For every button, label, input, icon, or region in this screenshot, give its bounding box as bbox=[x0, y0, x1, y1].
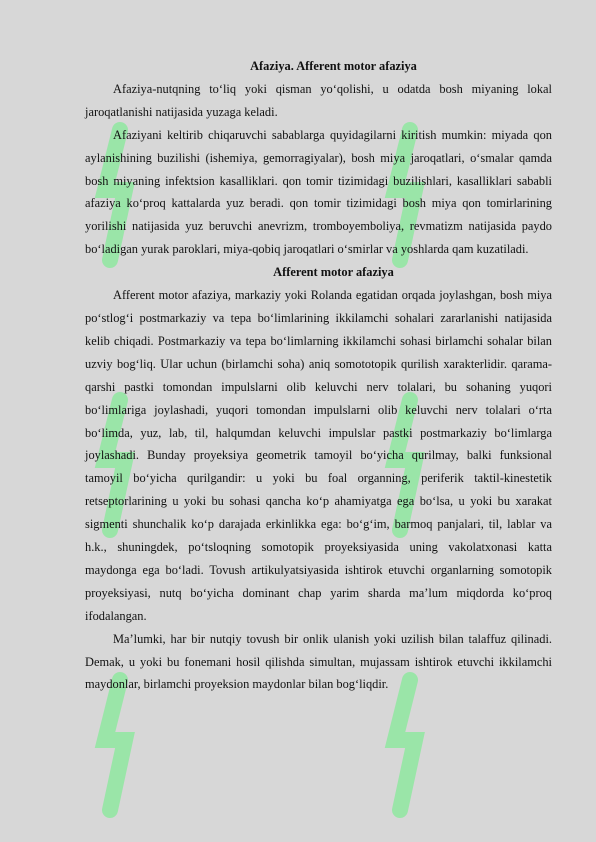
paragraph: Afferent motor afaziya, markaziy yoki Rolanda egatidan orqada joylashgan, bosh miya po‘stlog‘i postmarkaziy va tepa bo‘limlarining ikkilamchi sohalari zararlanishi natijasida kelib chiqadi. Postmarkaziy va tepa bo‘limlarning ikkilamchi sohasi birlamchi sohalar bilan uzviy bog‘liq. Ular uchun (birlamchi soha) aniq somototopik qurilish xarakterlidir. qarama-qarshi pastki tomondan impulslarni olib keluvchi nerv tolalari, bu sohaning yuqori bo‘limlariga joylashadi, yuqori tomondan impulslarni olib keluvchi nerv tolalari o‘rta bo‘limda, yuz, lab, til, halqumdan keluvchi impulslar pastki postmarkaziy bo‘limlarga joylashadi. Bunday proyeksiya geometrik tamoyil bo‘yicha qurilmay, balki funksional tamoyil bo‘yicha qurilgandir: u yoki bu foal organning, periferik taktil-kinestetik retseptorlarining u yoki bu sohasi qancha ko‘p ahamiyatga ega bo‘lsa, u yoki bu xarakat sigmenti shunchalik ko‘p darajada erkinlikka ega: bo‘g‘im, barmoq panjalari, til, lablar va h.k., shuningdek, po‘tsloqning somotopik proyeksiyasida uning vakolatxonasi katta maydonga ega bo‘ladi. Tovush artikulyatsiyasida ishtirok etuvchi organlarning somotopik proyeksiyasi, nutq bo‘yicha dominant chap yarim sharda ma’lum miqdorda ko‘proq ifodalangan. bbox=[85, 288, 552, 623]
section-subtitle: Afferent motor afaziya bbox=[273, 265, 394, 280]
paragraph: Afaziyani keltirib chiqaruvchi sabablarga quyidagilarni kiritish mumkin: miyada qon aylanishining buzilishi (ishemiya, gemorragiyalar), bosh miya jaroqatlari, o‘smalar qamda bosh miyaning infektsion kasalliklari. qon tomir tizimidagi buzilishlari, kasalliklari sababli afaziya ko‘proq kattalarda yuz beradi. qon tomir tizimidagi bosh miya qon tomirlarining yorilishi natijasida yuz beruvchi anevrizm, tromboyemboliya, revmatizm natijasida paydo bo‘ladigan yurak paroklari, miya-qobiq jaroqatlari o‘smirlar va yoshlarda qam kuzatiladi. bbox=[85, 127, 552, 257]
document-title: Afaziya. Afferent motor afaziya bbox=[250, 59, 417, 73]
document-body bbox=[85, 55, 552, 696]
paragraph: Afaziya-nutqning to‘liq yoki qisman yo‘qolishi, u odatda bosh miyaning lokal jaroqatlanishi natijasida yuzaga keladi. bbox=[85, 81, 552, 119]
paragraph: Ma’lumki, har bir nutqiy tovush bir onlik ulanish yoki uzilish bilan talaffuz qilinadi. Demak, u yoki bu fonemani hosil qilishda simultan, mujassam ishtirok etuvchi ikkilamchi maydonlar, birlamchi proyeksion maydonlar bilan bog‘liqdir. bbox=[85, 631, 552, 692]
